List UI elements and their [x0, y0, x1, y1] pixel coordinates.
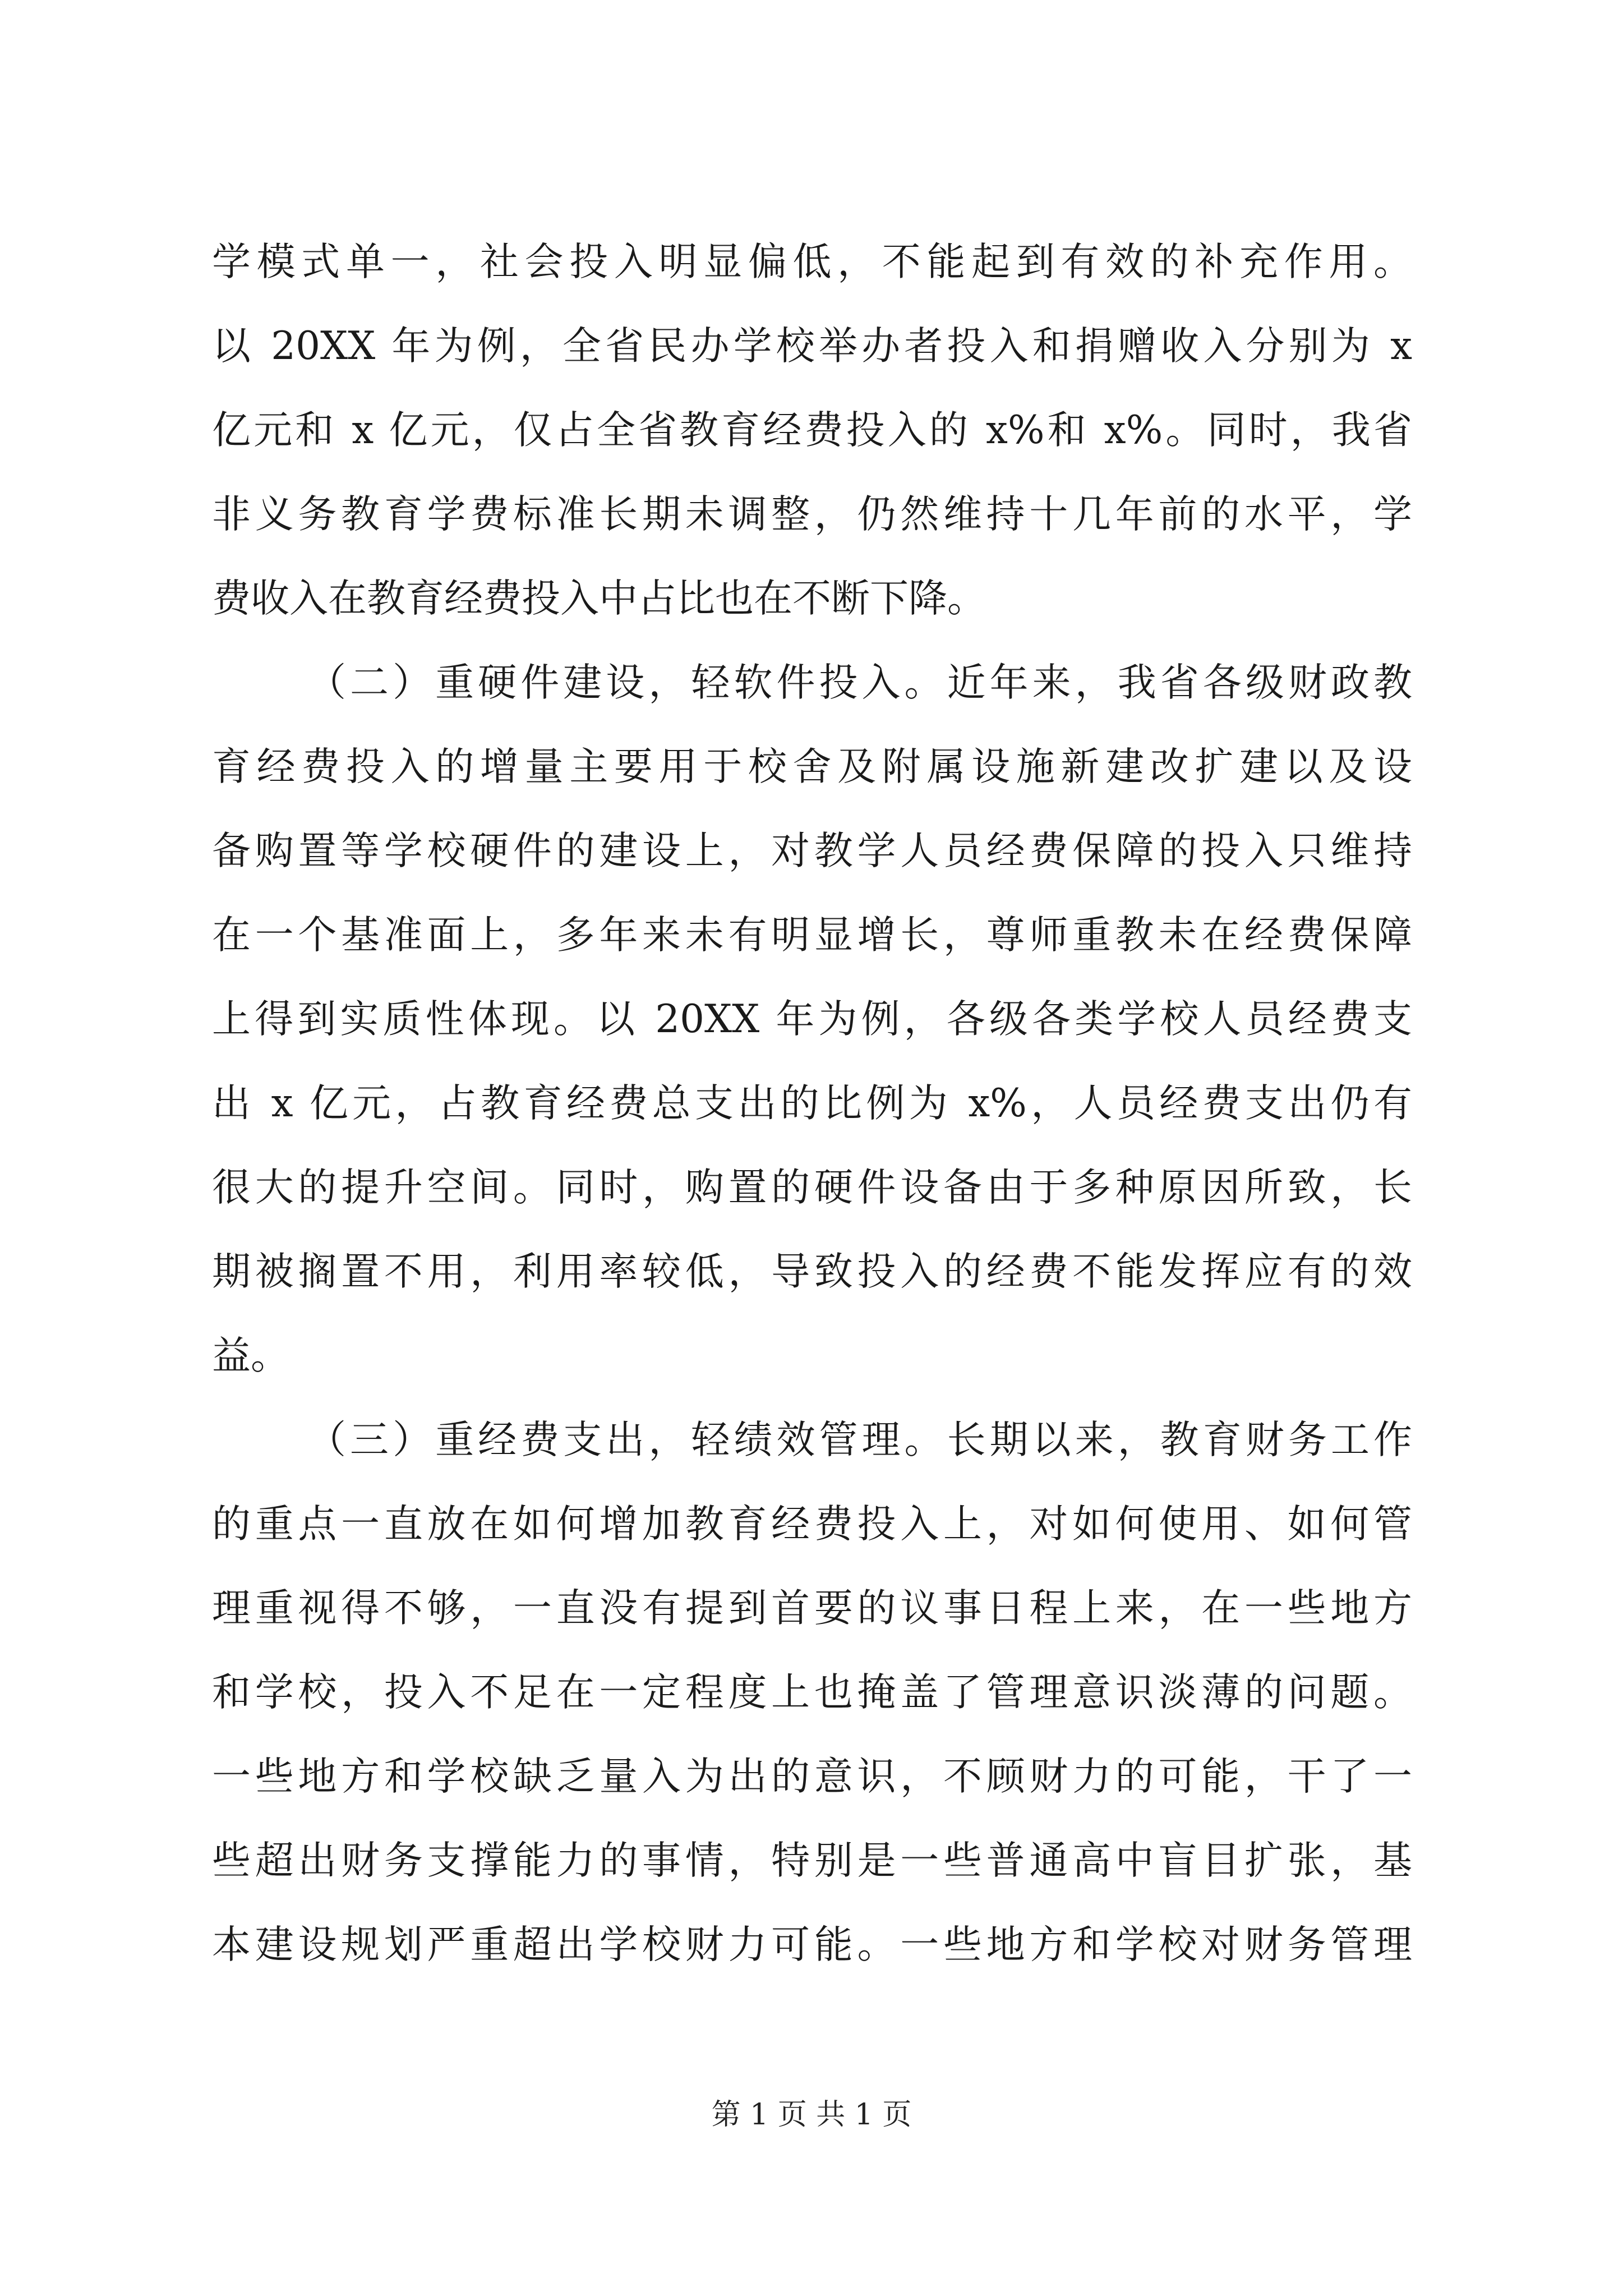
page-footer: 第 1 页 共 1 页: [711, 2098, 912, 2132]
text-line: 以 20XX 年为例，全省民办学校举办者投入和捐赠收入分别为 x: [212, 324, 1412, 369]
text-line: 亿元和 x 亿元，仅占全省教育经费投入的 x%和 x%。同时，我省: [212, 408, 1412, 453]
text-line: 非义务教育学费标准长期未调整，仍然维持十几年前的水平，学: [212, 492, 1412, 537]
text-line: 备购置等学校硬件的建设上，对教学人员经费保障的投入只维持: [212, 829, 1412, 873]
text-line: 和学校，投入不足在一定程度上也掩盖了管理意识淡薄的问题。: [212, 1670, 1412, 1715]
text-line: 本建设规划严重超出学校财力可能。一些地方和学校对财务管理: [212, 1922, 1412, 1967]
text-line: 在一个基准面上，多年来未有明显增长，尊师重教未在经费保障: [212, 913, 1412, 958]
text-line: 期被搁置不用，利用率较低，导致投入的经费不能发挥应有的效: [212, 1249, 1412, 1294]
text-line: 一些地方和学校缺乏量入为出的意识，不顾财力的可能，干了一: [212, 1754, 1412, 1799]
text-line: 的重点一直放在如何增加教育经费投入上，对如何使用、如何管: [212, 1502, 1412, 1547]
text-line: （二）重硬件建设，轻软件投入。近年来，我省各级财政教: [307, 660, 1412, 705]
text-line: 益。: [212, 1333, 289, 1378]
document-body: [212, 220, 1412, 1987]
text-line: 学模式单一，社会投入明显偏低，不能起到有效的补充作用。: [212, 240, 1412, 284]
text-line: （三）重经费支出，轻绩效管理。长期以来，教育财务工作: [307, 1418, 1412, 1462]
text-line: 理重视得不够，一直没有提到首要的议事日程上来，在一些地方: [212, 1586, 1412, 1631]
text-line: 育经费投入的增量主要用于校舍及附属设施新建改扩建以及设: [212, 744, 1412, 789]
text-line: 上得到实质性体现。以 20XX 年为例，各级各类学校人员经费支: [212, 997, 1412, 1042]
text-line: 很大的提升空间。同时，购置的硬件设备由于多种原因所致，长: [212, 1165, 1412, 1210]
text-line: 些超出财务支撑能力的事情，特别是一些普通高中盲目扩张，基: [212, 1838, 1412, 1883]
text-line: 费收入在教育经费投入中占比也在不断下降。: [212, 576, 986, 621]
text-line: 出 x 亿元，占教育经费总支出的比例为 x%，人员经费支出仍有: [212, 1081, 1412, 1126]
